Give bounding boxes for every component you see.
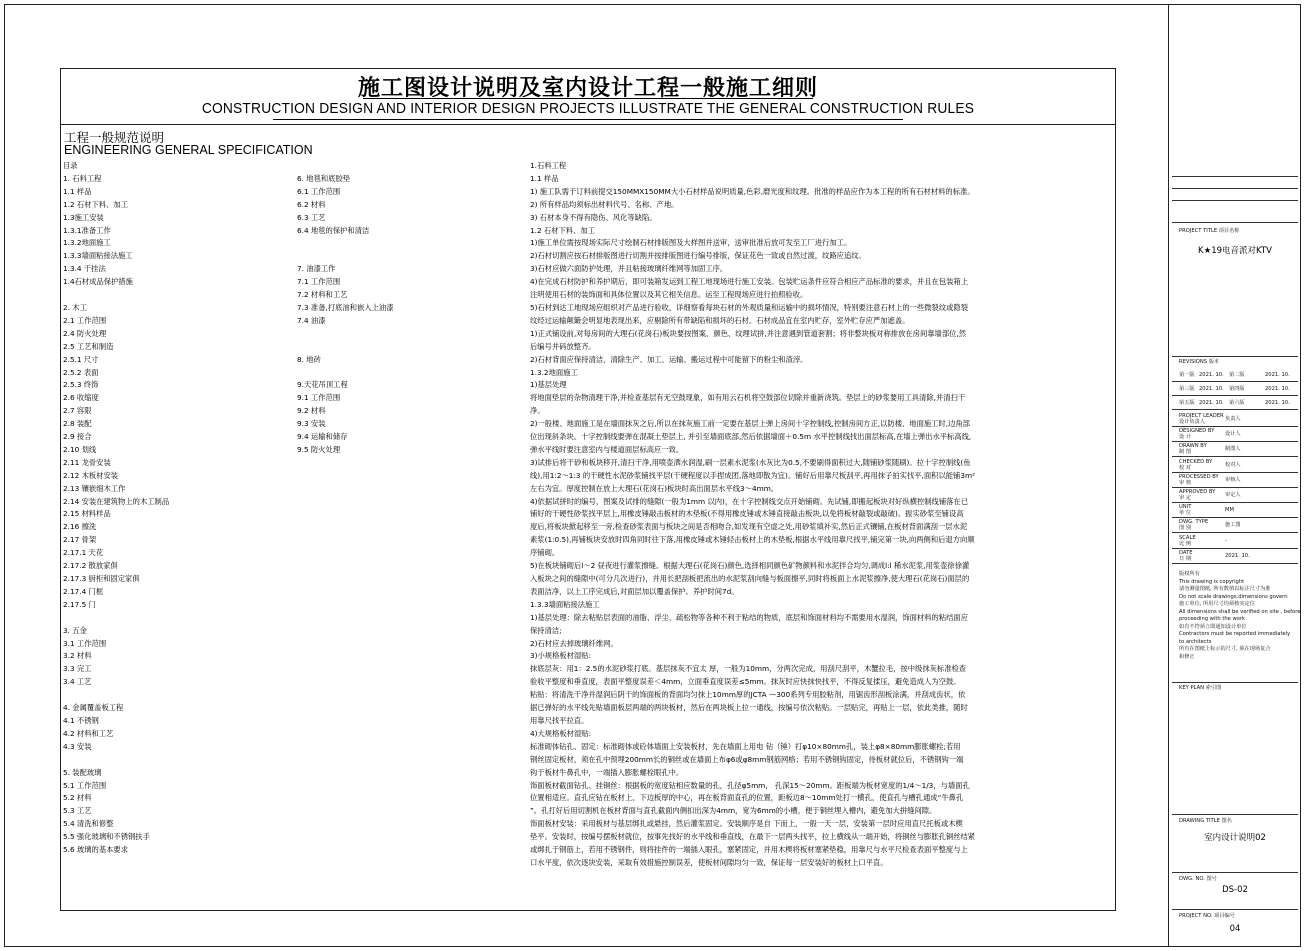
- field-label-cn: 单 位: [1179, 510, 1192, 517]
- toc-item: 2.5.2 表面: [63, 367, 99, 377]
- section-title-chinese: 工程一般规范说明: [64, 130, 165, 145]
- field-value: -: [1225, 537, 1227, 544]
- panel-divider: [1172, 872, 1298, 873]
- toc-item: 1.4石材成品保护措施: [63, 277, 133, 287]
- field-label-cn: 日 期: [1179, 555, 1192, 562]
- spec-line: 3)试排后将干砂和板块移开,清扫干净,用喷壶洒水润湿,刷一层素水泥浆(水灰比为0.5,不要刷得面积过大,随铺砂浆随刷)。拉十字控制线(鱼: [530, 457, 971, 467]
- spec-line: 入板块之间的缝隙中(可分几次进行)，并用长把刮板把流出的水泥浆刮向缝与板面擦平,同时将板面上水泥浆擦净,使大理石(花岗石)面层的: [530, 574, 970, 583]
- spec-line: 后编号并码放整齐。: [530, 341, 596, 351]
- spec-line: 序铺砌。: [530, 548, 560, 558]
- spec-line: 1) 施工队需于订料前提交150MMX150MM大小石材样品说明质量,色彩,磨光度和纹理。批准的样品应作为本工程的所有石材材料的标准。: [530, 186, 975, 196]
- drawing-title-label: DRAWING TITLE 图名: [1179, 818, 1232, 824]
- toc-item: 2.16 擦洗: [63, 522, 97, 532]
- toc-item: 2.10 划线: [63, 444, 97, 454]
- drawing-title: 室内设计说明02: [1204, 833, 1266, 843]
- spec-line: 1)施工单位需按现场实际尺寸绘制石材排版图及大样图并送审，送审批准后放可发至工厂进行加工。: [530, 238, 852, 248]
- dwg-no: DS-02: [1222, 885, 1248, 895]
- spec-line: 铺好的干硬性砂浆找平层上,用橡皮锤敲击板材的木垫板(不得用橡皮锤或木锤直接敲击板块,以免将板材敲裂或敲破)。振实砂浆至铺设高: [530, 509, 964, 519]
- toc-item: [297, 250, 394, 263]
- field-label-cn: 设 计: [1179, 434, 1192, 441]
- panel-divider: [1172, 356, 1298, 357]
- field-value: 校对人: [1225, 461, 1241, 468]
- toc-item: 目录: [63, 161, 78, 170]
- field-label-cn: 制 图: [1179, 449, 1192, 456]
- toc-item: 2.4 防火处理: [63, 328, 107, 338]
- toc-item: 9.1 工作范围: [297, 393, 341, 403]
- panel-divider: [1172, 487, 1298, 488]
- toc-item: 2.17.5 门: [63, 599, 96, 609]
- spec-line: 验收平整度和垂直度，表面平整度误差＜4mm，立面垂直度误差≤5mm。抹灰时应快抹快找平，不得反复揉压，避免造成人为空鼓。: [530, 677, 961, 687]
- toc-item: 5.2 材料: [63, 793, 92, 803]
- panel-divider: [1172, 814, 1298, 815]
- field-label-cn: 审 核: [1179, 479, 1192, 486]
- key-plan-label: KEY PLAN 索引图: [1179, 685, 1222, 691]
- field-label-en: DRAWN BY: [1179, 443, 1207, 450]
- toc-item: 2.17.3 厨柜和固定家俱: [63, 574, 140, 583]
- toc-item: 7.2 材料和工艺: [297, 290, 348, 300]
- spec-line: 素浆(1:0.5),再铺板块安放时四角同时往下落,用橡皮锤或木锤轻击板材上的木垫板,根据水平线用靠尺找平,铺完第一块,向两侧和后退方向顺: [530, 535, 975, 545]
- revision-date: 2021. 10.: [1199, 400, 1224, 406]
- field-value: MM: [1225, 507, 1234, 514]
- toc-item: 1.3.1准备工作: [63, 225, 111, 235]
- copyright-line: proceeding with the work: [1179, 616, 1246, 622]
- toc-item: [63, 612, 169, 625]
- toc-item: 3. 五金: [63, 625, 87, 635]
- field-value: 设计人: [1225, 431, 1241, 438]
- title-panel: [1168, 4, 1301, 947]
- toc-item: 6.1 工作范围: [297, 186, 341, 196]
- spec-line: 位置相适应。直孔应钻在板材上、下边板厚的中心，再在板背面直孔的位置，距板边8～10mm处打一横孔，使直孔与槽孔通成“牛鼻孔: [530, 793, 964, 803]
- spec-line: 1)基层处理: [530, 380, 567, 390]
- revision-date: 2021. 10.: [1265, 372, 1290, 378]
- spec-line: 注明使用石材的装饰面和具体位置以及其它相关信息。运至工程现场应进行拍照验收。: [530, 290, 808, 300]
- toc-item: 2.5 工艺和制造: [63, 341, 114, 351]
- toc-item: [297, 237, 394, 250]
- panel-divider: [1172, 472, 1298, 473]
- copyright-line: to architects: [1179, 638, 1212, 645]
- toc-item: 2.17.2 散放家俱: [63, 561, 118, 571]
- spec-line: 3) 石材本身不得有隐伤、风化等缺陷。: [530, 212, 657, 222]
- copyright-line: 如有不符须立即通知设计单位: [1179, 623, 1247, 630]
- toc-item: 1.2 石材下料、加工: [63, 199, 129, 209]
- toc-item: 2.17.4 门框: [63, 586, 104, 596]
- panel-divider: [1172, 548, 1298, 549]
- field-label-en: UNIT: [1179, 504, 1192, 511]
- toc-item: 2.14 安装在建筑物上的木工制品: [63, 496, 170, 506]
- spec-line: 或绑扎于钢筋上，若用不锈钢件，则将挂件的一端插入眼孔，塞紧固定，并用木楔将板材塞紧垫稳，用靠尺与水平尺检查表面平整度与上: [530, 845, 968, 855]
- field-label-cn: 校 对: [1179, 464, 1192, 471]
- project-title: K★19电音派对KTV: [1198, 246, 1272, 256]
- spec-line: 4)在完成石材防护和养护期后，即可装箱发运到工程工地现场进行施工安装。包装贮运条件应符合相应产品标准的要求，并且在包装箱上: [530, 277, 969, 287]
- copyright-line: This drawing is copyright: [1179, 578, 1245, 585]
- toc-item: 4.3 安装: [63, 741, 92, 751]
- spec-line: 左右为宜。厚度控制在放上大理石(花岗石)板块时高出面层水平线3～4mm。: [530, 483, 779, 493]
- toc-item: 5.3 工艺: [63, 806, 92, 816]
- toc-item: 4.2 材料和工艺: [63, 728, 114, 738]
- section-title-english: ENGINEERING GENERAL SPECIFICATION: [64, 143, 313, 157]
- spec-line: 5)石材到达工地现场应组织对产品进行验收，详细察看每块石材的外观质量和运输中的损坏情况，特别要注意石材上的一些微裂纹或隐裂: [530, 302, 969, 312]
- toc-item: 2.13 镶嵌细木工作: [63, 483, 126, 493]
- title-block: [61, 69, 1115, 125]
- field-value: 制图人: [1225, 446, 1241, 453]
- toc-item: 3.1 工作范围: [63, 638, 107, 648]
- toc-item: 1.3施工安装: [63, 212, 104, 222]
- panel-divider: [1172, 395, 1298, 396]
- panel-divider: [1172, 563, 1298, 564]
- toc-item: 7.1 工作范围: [297, 277, 341, 287]
- spec-line: 钢丝固定板材，须在孔中预埋200mm长的铜丝或在墙面上布φ6或φ8mm钢筋网格；若用不锈钢钩固定，待板材就位后，不锈钢钩一端: [530, 754, 964, 764]
- panel-divider: [1172, 222, 1298, 223]
- toc-item: [297, 341, 394, 354]
- toc-item: 9.天花吊顶工程: [297, 380, 348, 390]
- title-english: CONSTRUCTION DESIGN AND INTERIOR DESIGN PROJECTS ILLUSTRATE THE GENERAL CONSTRUCTION RULES: [201, 100, 975, 117]
- panel-divider: [1172, 909, 1298, 910]
- spec-line: 线),用1:2～1:3 的干硬性水泥砂浆铺找平层(干硬程度以手捏成团,落地即散为宜)。铺好后用靠尺板刮平,再用抹子拍实找平,面积以能铺3m²: [530, 470, 976, 480]
- toc-item: 3.4 工艺: [63, 677, 92, 687]
- panel-divider: [1172, 409, 1298, 410]
- panel-divider: [1172, 188, 1298, 189]
- copyright-line: 版权所有: [1179, 571, 1200, 577]
- toc-item: [297, 160, 394, 173]
- toc-item: 2.9 接合: [63, 432, 92, 442]
- spec-line: 标准砌体钻孔、固定：标准砌体或砼体墙面上安装板材，先在墙面上用电 钻（锤）打φ10×80mm孔，装上φ8×80mm膨胀螺栓;若用: [530, 741, 961, 751]
- spec-line: 饰面板材安装：采用板材与基层绑扎或悬挂，然后灌浆固定。安装顺序是自 下而上，一般一天一层，安装第一层时应用直尺托板或木楔: [530, 819, 963, 829]
- toc-item: 9.5 防火处理: [297, 444, 341, 454]
- main-sheet: [60, 68, 1116, 911]
- toc-item: 5.1 工作范围: [63, 780, 107, 790]
- toc-item: 9.2 材料: [297, 406, 326, 416]
- spec-line: ”。孔打好后用切割机在板材背面与直孔截面内侧扣出深为4mm，宽为6mm的小槽，便于铜丝埋入槽内，避免加大拼缝间隙。: [530, 806, 937, 816]
- field-label-en: DWG. TYPE: [1179, 519, 1209, 526]
- field-value: 负责人: [1225, 416, 1241, 422]
- toc-item: 9.3 安装: [297, 419, 326, 429]
- spec-text-column: [530, 160, 1110, 870]
- field-value: 2021. 10.: [1225, 552, 1250, 559]
- project-title-label: PROJECT TITLE 项目名称: [1179, 228, 1240, 234]
- toc-item: 6. 地毯和底胶垫: [297, 173, 351, 183]
- panel-divider: [1172, 502, 1298, 503]
- copyright-line: All dimensions shall be verified on site , before: [1179, 608, 1301, 615]
- toc-item: 1.3.3墙面粘接法施工: [63, 251, 133, 261]
- spec-line: 弹水平线时要注意室内与楼道面层标高应一致。: [530, 444, 684, 454]
- toc-item: 2. 木工: [63, 302, 87, 312]
- spec-line: 1)基层处理：除去粘贴层表面的油脂、浮尘、疏松物等各种不利于粘结的物质，底层和饰面材料均不需要用水湿润，饰面材料的粘结面应: [530, 612, 969, 622]
- spec-line: 纹经过运输颠簸会明显地表现出来，应剔除所有带缺陷和损坏的石材。石材成品宜在室内贮存，室外贮存应严加遮盖。: [530, 315, 910, 325]
- spec-line: 1.3.3墙面粘接法施工: [530, 599, 600, 609]
- field-value: 审核人: [1225, 476, 1241, 483]
- spec-line: 1.3.2地面施工: [530, 367, 578, 377]
- field-label-en: DATE: [1179, 549, 1193, 556]
- spec-line: 1.石料工程: [530, 161, 567, 170]
- toc-item: 2.11 龙骨安装: [63, 457, 111, 467]
- copyright-line: 所有在图纸上标示的尺寸, 须在现场复合: [1179, 646, 1271, 652]
- field-label-cn: 审 定: [1179, 495, 1192, 501]
- toc-item: 2.12 木板材安装: [63, 470, 119, 480]
- field-label-cn: 设计负责人: [1179, 419, 1205, 425]
- title-english-underline: [273, 119, 903, 120]
- toc-item: 1.3.2地面施工: [63, 238, 111, 248]
- toc-item: 7.3 准备,打底油和嵌入上油漆: [297, 302, 394, 312]
- panel-divider: [1172, 200, 1298, 201]
- spec-line: 位出现斜条块。十字控制线要弹在混凝土垫层上, 并引至墙面底部,然后依据墙面＋0.5m 水平控制线找出面层标高,在墙上弹出水平标高线,: [530, 432, 972, 442]
- spec-line: 2)石材切割应按石材排版图进行切割并按排版图进行编号排版，保证花色一致或自然过渡，纹路应追纹。: [530, 251, 866, 261]
- field-label-en: DESIGNED BY: [1179, 428, 1215, 435]
- spec-line: 将地面垫层的杂物清理干净,并检查基层有无空鼓现象，如有用云石机将空鼓部位切除并重新浇筑。垫层上的砂浆要用工具清除,并清扫干: [530, 393, 966, 403]
- panel-divider: [1172, 441, 1298, 442]
- toc-item: 6.4 地毯的保护和清洁: [297, 225, 370, 235]
- toc-item: 2.8 装配: [63, 419, 92, 429]
- spec-line: 度后,将板块掀起移至一旁,检查砂浆表面与板块之间是否相吻合,如发现有空虚之处,用砂浆填补实,然后正式镶铺,在板材背面满刮一层水泥: [530, 522, 968, 532]
- toc-item: 2.7 容限: [63, 406, 92, 416]
- toc-item: 2.5.3 终饰: [63, 380, 99, 390]
- field-label-en: PROCESSED BY: [1179, 473, 1219, 480]
- spec-line: 钩于板材牛鼻孔中，一端插入膨胀螺栓眼孔中。: [530, 767, 684, 777]
- spec-line: 4)大规格板材湿贴:: [530, 728, 592, 738]
- spec-line: 2)一般楼、地面施工是在墙面抹灰之后,所以在抹灰施工前一定要在基层上弹上房间十字控制线,控制房间方正,以防楼、地面施工时,边角部: [530, 419, 970, 429]
- toc-item: 5.5 强化玻璃和不锈钢扶手: [63, 832, 150, 842]
- copyright-line: 和修正: [1179, 653, 1195, 660]
- revision-label: 第五版: [1179, 400, 1195, 406]
- toc-item: [297, 328, 394, 341]
- revision-label: 第二版: [1229, 372, 1245, 378]
- toc-column-1: [63, 160, 169, 857]
- copyright-line: Contractors must be reported immediately: [1179, 631, 1291, 637]
- toc-item: 3.2 材料: [63, 651, 92, 661]
- toc-item: 9.4 运输和储存: [297, 432, 348, 442]
- field-label-en: APPROVED BY: [1179, 489, 1216, 495]
- toc-column-2: [297, 160, 394, 457]
- toc-item: [297, 367, 394, 380]
- spec-line: 1.2 石材下料、加工: [530, 225, 596, 235]
- toc-item: 6.2 材料: [297, 199, 326, 209]
- revision-label: 第六版: [1229, 400, 1245, 406]
- spec-line: 抹底层灰：用1：2.5的水泥砂浆打底。基层抹灰不宜太 厚，一般为10mm，分两次完成，用刮尺刮平，木蟹拉毛，按中级抹灰标准检查: [530, 664, 967, 674]
- revision-label: 第四版: [1229, 386, 1245, 392]
- spec-line: 4)依据试拼时的编号、图案及试排的缝隙(一般为1mm 以内)，在十字控制线交点开始铺砌。先试铺,即搬起板块对好纵横控制线铺落在已: [530, 496, 969, 506]
- copyright-line: 请勿测量图纸, 所有数值以标注尺寸为准: [1179, 586, 1271, 592]
- toc-item: 2.17.1 天花: [63, 548, 104, 558]
- toc-item: 7.4 油漆: [297, 315, 326, 325]
- toc-item: 2.5.1 尺寸: [63, 354, 99, 364]
- spec-line: 3)小规格板材湿贴:: [530, 651, 592, 661]
- revision-date: 2021. 10.: [1199, 372, 1224, 378]
- toc-item: 1.1 样品: [63, 186, 92, 196]
- title-underline: [363, 98, 813, 99]
- toc-item: 6.3 工艺: [297, 212, 326, 222]
- revision-label: 第三版: [1179, 386, 1195, 392]
- revisions-label: REVISIONS 版本: [1179, 359, 1220, 365]
- toc-item: [63, 289, 169, 302]
- toc-item: 2.1 工作范围: [63, 315, 107, 325]
- toc-item: [63, 689, 169, 702]
- toc-item: 4.1 不锈钢: [63, 715, 99, 725]
- toc-item: 2.6 收缩度: [63, 393, 99, 403]
- spec-line: 用靠尺找平拉直。: [530, 715, 589, 725]
- revision-label: 第一版: [1179, 372, 1195, 378]
- panel-divider: [1172, 426, 1298, 427]
- field-label-cn: 图 别: [1179, 525, 1192, 532]
- revision-date: 2021. 10.: [1265, 400, 1290, 406]
- spec-line: 粘贴：将清洗干净并湿润后阴干的饰面板的背面均匀抹上10mm厚的JCTA —300系列专用胶粘剂，用锯齿形刮板涂满，并刮成齿状，依: [530, 690, 966, 700]
- spec-line: 据已弹好的水平线先贴墙面板层两端的两块板材，然后在两块板上拉一通线，按编号依次粘贴。一层贴完，再贴上一层，依此类推，随时: [530, 703, 968, 713]
- spec-line: 净。: [530, 406, 545, 416]
- panel-divider: [1172, 682, 1298, 683]
- toc-item: 5. 装配玻璃: [63, 767, 102, 777]
- panel-divider: [1172, 176, 1298, 177]
- spec-line: 保持清洁;: [530, 625, 562, 635]
- spec-line: 3)石材应做六面防护处理，并且粘接玻璃纤维网等加固工序。: [530, 264, 728, 274]
- panel-divider: [1172, 456, 1298, 457]
- spec-line: 2) 所有样品均须标出材料代号、名称、产地。: [530, 199, 679, 209]
- spec-line: 2)石材背面应保持清洁，清除生产、加工、运输、搬运过程中可能留下的粉尘和渣滓。: [530, 354, 808, 364]
- panel-divider: [1172, 532, 1298, 533]
- field-label-cn: 比 例: [1179, 540, 1192, 547]
- toc-item: 8. 地砖: [297, 354, 321, 364]
- field-value: 施工图: [1225, 522, 1241, 529]
- spec-line: 饰面板材截面钻孔、挂铜丝：根据板的宽度钻相应数量的孔，孔径φ5mm， 孔深15～20mm。距板端为板材宽度的1/4～1/3，与墙面孔: [530, 780, 970, 790]
- field-label-en: SCALE: [1179, 534, 1196, 541]
- field-label-en: PROJECT LEADER: [1179, 413, 1224, 419]
- toc-item: 3.3 完工: [63, 664, 92, 674]
- spec-line: 表面洁净，以上工序完成后,对面层加以覆盖保护。养护时间7d。: [530, 586, 739, 596]
- spec-line: 口水平度，依次逐块安装，采取有效措施控制误差，使板材间隙均匀一致，保证每一层安装好的板材上口平直。: [530, 857, 888, 867]
- field-value: 审定人: [1225, 492, 1241, 498]
- toc-item: 2.17 骨架: [63, 535, 97, 545]
- toc-item: 7. 油漆工作: [297, 264, 336, 274]
- toc-item: [63, 754, 169, 767]
- project-no: 04: [1229, 924, 1241, 934]
- toc-item: 2.15 材料样品: [63, 509, 111, 519]
- title-chinese: 施工图设计说明及室内设计工程一般施工细则: [357, 76, 818, 101]
- toc-item: 1.3.4 干挂法: [63, 264, 106, 274]
- toc-item: 4. 金属覆盖板工程: [63, 703, 124, 713]
- panel-divider: [1172, 381, 1298, 382]
- toc-item: 5.4 清洗和修整: [63, 819, 114, 829]
- toc-item: 1. 石料工程: [63, 173, 102, 183]
- revision-date: 2021. 10.: [1265, 386, 1290, 392]
- spec-line: 1)正式铺设前,对每房间的大理石(花岗石)板块要按图案、颜色、纹理试拼,并注意遇到管道套割；将非整块板对称排放在房间靠墙部位,然: [530, 328, 967, 338]
- copyright-line: Do not scale drawings.dimensions govern: [1179, 593, 1288, 600]
- revision-date: 2021. 10.: [1199, 386, 1224, 392]
- panel-divider: [1172, 517, 1298, 518]
- copyright-line: 施工单位, 所用尺寸均须核实定位: [1179, 601, 1255, 607]
- spec-line: 垫平。安装时，按编号摆板材就位，按事先找好的水平线和垂直线，在最下一层两头找平，拉上横线从一端开始，将铜丝与膨胀孔铜丝结紧: [530, 832, 976, 842]
- spec-line: 5)在板块铺砌后l～2 昼夜进行灌浆擦缝。根据大理石(花岗石)颜色,选择相同颜色矿物颜料和水泥拌合均匀,调成l:l 稀水泥浆,用浆壶徐徐灌: [530, 561, 970, 571]
- field-label-en: CHECKED BY: [1179, 458, 1213, 465]
- project-no-label: PROJECT NO. 项目编号: [1179, 913, 1235, 919]
- toc-item: 5.6 玻璃的基本要求: [63, 845, 129, 855]
- spec-line: 1.1 样品: [530, 173, 559, 183]
- spec-line: 2)石材应去掉玻璃纤维网。: [530, 638, 618, 648]
- dwg-no-label: DWG. NO. 图号: [1179, 876, 1217, 882]
